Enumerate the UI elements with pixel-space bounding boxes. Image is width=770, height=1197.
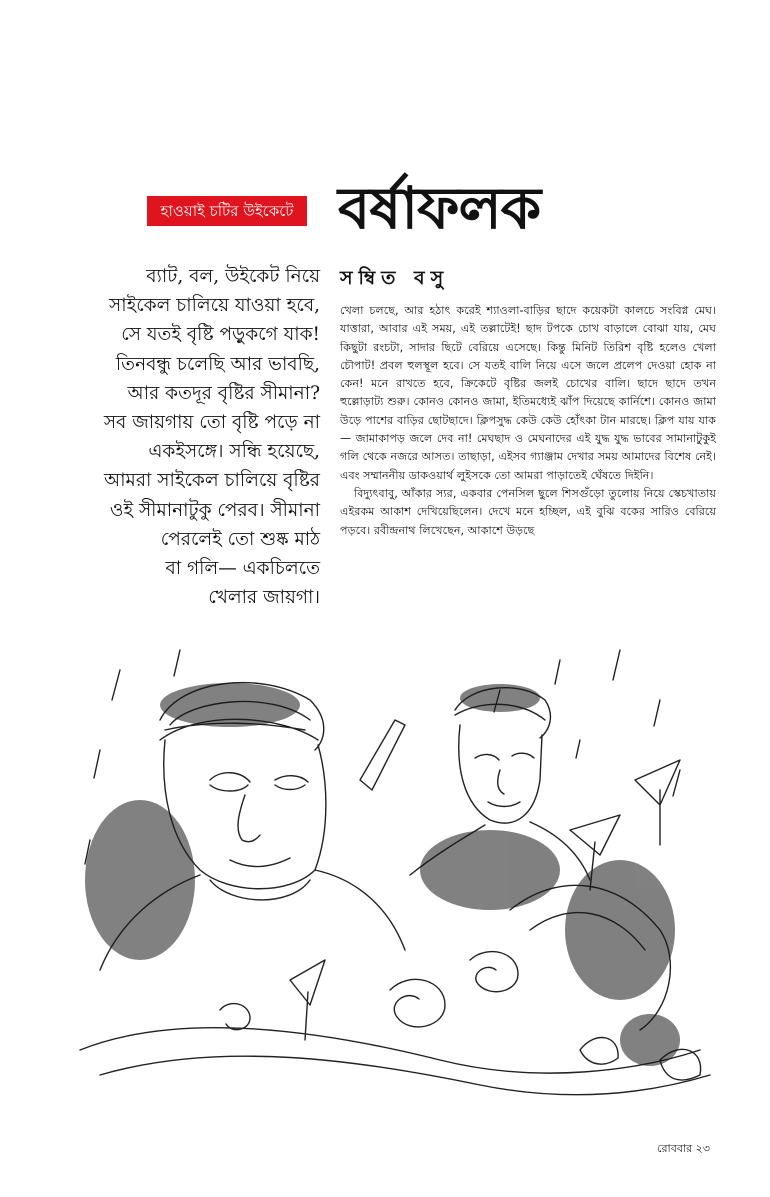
pull-quote-line: তিনবন্ধু চলেছি আর ভাবছি, <box>115 353 320 375</box>
pull-quote-line: আর কতদূর বৃষ্টির সীমানা? <box>127 382 320 404</box>
pull-quote-line: আমরা সাইকেল চালিয়ে বৃষ্টির <box>103 470 320 492</box>
pull-quote <box>58 262 320 622</box>
pull-quote-line: সাইকেল চালিয়ে যাওয়া হবে, <box>109 295 320 317</box>
pull-quote-line: একইসঙ্গে। সন্ধি হয়েছে, <box>148 441 320 463</box>
pull-quote-line: ওই সীমানাটুকু পেরব। সীমানা <box>109 499 320 521</box>
article-body <box>340 302 716 602</box>
byline: সম্বিত বসু <box>340 267 450 289</box>
pull-quote-line: ব্যাট, বল, উইকেট নিয়ে <box>146 266 320 287</box>
pull-quote-line: সব জায়গায় তো বৃষ্টি পড়ে না <box>103 412 320 434</box>
page-folio: রোববার ২৩ <box>657 1142 710 1155</box>
sketch-illustration <box>60 630 715 1120</box>
article-title: বর্ষাফলক <box>338 174 541 242</box>
series-tag: হাওয়াই চটির উইকেটে <box>147 196 307 226</box>
pull-quote-line: পেরলেই তো শুষ্ক মাঠ <box>160 528 320 550</box>
pull-quote-line: খেলার জায়গা। <box>208 587 320 609</box>
body-paragraph: খেলা চলছে, আর হঠাৎ করেই শ্যাওলা-বাড়ির ছাদে কয়েকটা কালচে সংবিগ্ন মেঘ। যাত্তারা, আবার এই সময়, এই তল্লাটেই! ছাদ টপকে চোখ বাড়ালে বোঝা যায়, মেঘ কিছুটা রংচটা, সাদার ছিটে বেরিয়ে এসেছে। কিন্তু মিনিট তিরিশ বৃষ্টি হলেও খেলা চৌপাট! প্রবল হুলস্থূল হবে। সে যতই বালি নিয়ে এসে জলে প্রলেপ দেওয়া হোক না কেন! মনে রাখতে হবে, ক্রিকেটে বৃষ্টির জলই চোখের বালি। ছাদে ছাদে তখন হুল্লোড়াট্য শুরু। কোনও কোনও জামা, ইতিমধ্যেই ঝাঁপ দিয়েছে কার্নিশে। কোনও জামা উড়ে পাশের বাড়ির ছোটছাদে। ক্লিপসুদ্ধ কেউ কেউ হোঁৎকা টান মারছে। ক্লিপ যায় যাক— জামাকাপড় জলে দেব না! মেঘছাদ ও মেঘনাদের এই যুদ্ধ যুদ্ধ ভাবের সামানাটুকুই গলি থেকে নজরে আসত। তাছাড়া, এইসব গ্যাঞ্জাম দেখার সময় আমাদের বিশেষ নেই। এবং সম্মাননীয় ডাকওয়ার্থ লুইসকে তো আমরা পাড়াতেই ঘেঁষতে দিইনি। <box>340 304 716 482</box>
pull-quote-line: বা গলি— একচিলতে <box>165 558 320 580</box>
pull-quote-line: সে যতই বৃষ্টি পড়ুকগে যাক! <box>121 324 320 346</box>
body-paragraph: বিদ্যুৎবাবু, আঁকার স্যর, একবার পেনসিল ছুলে শিসগুঁড়ো তুলোয় নিয়ে স্কেচখাতায় এইরকম আকাশ দেখিয়েছিলেন। দেখে মনে হচ্ছিল, এই বুঝি বকের সারিও বেরিয়ে পড়বে। রবীন্দ্রনাথ লিখেছেন, আকাশে উড়ছে <box>340 486 716 537</box>
